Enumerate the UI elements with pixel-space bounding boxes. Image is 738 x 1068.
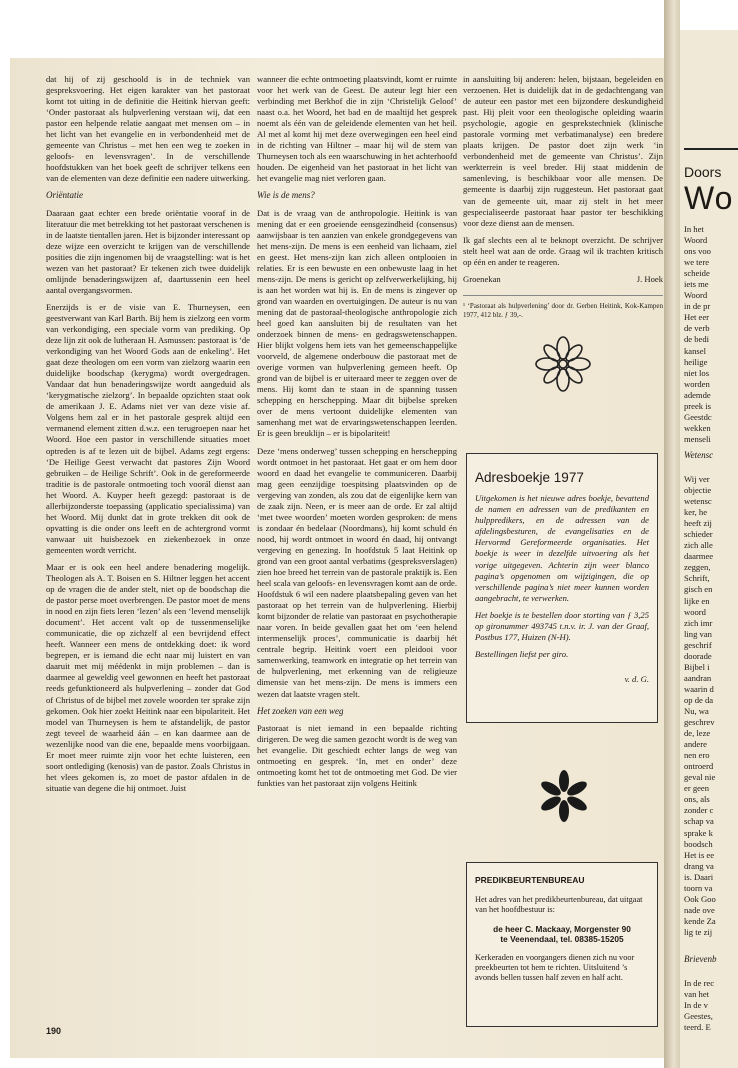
paragraph: in aansluiting bij anderen: helen, bijstaan, begeleiden en verzoenen. Het is duidelijk dat in de gedachtengang van de auteur een pastor met een bijzondere deskundigheid past. Hij pleit voor een theologische opleiding waarin psychologie, agogie en gesprekstechniek (klinische pastorale vorming met verbatimanalyse) een bredere plaats krijgen. De pastor doet zijn werk ‘in verbondenheid met de gemeente van Christus’. Zijn werkterrein is veel breder. Hij staat middenin de samenleving, is beschikbaar voor alle mensen. De gemeente is daarbij zijn ruggesteun. Het pastoraat gaat van de gemeente uit, maar zij stelt in het meer gespecialiseerde pastoraat haar pastor ter beschikking voor deze dienst aan de mensen.: [463, 74, 663, 228]
next-page-line: toorn va: [684, 882, 713, 893]
next-page-line: aandran: [684, 672, 712, 683]
page-number: 190: [46, 1026, 62, 1036]
next-page-line: schap va: [684, 816, 714, 827]
next-page-line: zeggen,: [684, 562, 711, 573]
next-page-line: we tere: [684, 257, 710, 268]
next-page-text-2: [684, 474, 716, 938]
next-page-line: schieder: [684, 529, 713, 540]
next-page-line: kende Za: [684, 915, 716, 926]
next-page-line: nen ero: [684, 750, 710, 761]
paragraph: wanneer die echte ontmoeting plaatsvindt, komt er ruimte voor het werk van de Geest. De auteur legt hier een verbinding met Berkhof die in zijn ‘Christelijk Geloof’ naast o.a. het Woord, het bad en de maaltijd het gesprek noemt als één van de geleidende elementen van het heil. Al met al komt hij met deze overwegingen een heel eind in de richting van Hiltner – maar hij wil de stem van Thurneysen toch als een waarschuwing in het achterhoofd houden. De eigenheid van het pastoraat in het licht van het evangelie mag niet verloren gaan.: [257, 74, 457, 184]
next-page-line: lig te zij: [684, 926, 713, 937]
next-page-line: In de v: [684, 1000, 708, 1011]
next-page-line: In het: [684, 224, 704, 234]
next-page-line: Woord: [684, 290, 708, 301]
next-page-line: geschrev: [684, 717, 715, 728]
next-page-line: heeft zij: [684, 518, 712, 529]
next-page-line: zich imr: [684, 617, 713, 628]
ornament-star-icon: [536, 768, 592, 829]
next-page-line: Woord: [684, 235, 708, 246]
next-page-line: wetensc: [684, 496, 712, 507]
next-page-line: geschrif: [684, 639, 712, 650]
next-page-heading-1: Wetensc: [684, 450, 714, 460]
paragraph: dat hij of zij geschoold is in de techniek van gespreksvoering. Het eigen karakter van het pastoraat komt tot uiting in de definitie die Heitink hiervan geeft: ‘Onder pastoraat als hulpverlening verstaan wij, dat een pastor een helpende relatie aangaat met mensen om – in het licht van het evangelie en in verbondenheid met de gemeente van Christus – met hen een weg te zoeken in geloofs- en levensvragen’. In de verschillende hoofdstukken van het boek geeft de schrijver telkens een van de elementen van deze definitie een nadere uitwerking.: [46, 74, 251, 184]
box-paragraph: Uitgekomen is het nieuwe adres boekje, bevattend de namen en adressen van de predikanten en hulppredikers, en de adressen van de afdelingsbesturen, de evangelisaties en de Hervormd Gereformeerde organisaties. Het boekje is weer in dezelfde uitvoering als het vorige uitgegeven. Achterin zijn weer blanco pagina’s opgenomen om wijzigingen, die op verschillende pagina’s niet meer kunnen worden aangebracht, te verwerken.: [475, 493, 649, 603]
next-page-line: iets me: [684, 279, 709, 290]
next-page-line: ker, he: [684, 507, 708, 518]
next-page-line: zonder c: [684, 805, 714, 816]
address-line-1: de heer C. Mackaay, Morgenster 90: [493, 923, 631, 934]
paragraph: Deze ‘mens onderweg’ tussen schepping en herschepping wordt ontmoet in het pastoraat. Het gaat er om hem door woord en daad het evangelie te communiceren. Daarbij mag geen eenzijdige toespitsing plaatsvinden op de vergeving van zonden, als zou dat de eigenlijke kern van de zaak zijn. Neen, er is meer aan de orde. Er zal altijd ‘met twee woorden’ moeten worden gesproken: de mens is zondaar én bedelaar (Noordmans), hij komt schuld én nood, hij wordt ontmoet in woord én daad, hij ontvangt vergeving en genezing. In hoofdstuk 5 laat Heitink op grond van een groot aantal verbatims (gespreksverslagen) zien hoe breed het terrein van de pastorale praktijk is. Een heel scala van geloofs- en levensvragen komt aan de orde. Hoofdstuk 6 wil een nadere plaatsbepaling geven van het pastoraat op het terrein van de hulpverlening. Hierbij komt bijzonder de relatie van pastoraat en psychotherapie naar voren. In beide gevallen gaat het om ‘een helend intermenselijk proces’, communicatie is daarbij hét centrale begrip. Heitink voert een pleidooi voor samenwerking, teamwork en integratie op het terrein van de hulpverlening, met erkenning van de religieuze dimensie van het mens-zijn. De mens is immers een wezen dat laatste vragen stelt.: [257, 445, 457, 699]
address-line-2: te Veenendaal, tel. 08385-15205: [500, 934, 624, 945]
signature-author: J. Hoek: [636, 273, 663, 284]
next-page-line: teerd. E: [684, 1022, 711, 1033]
next-page-line: objectie: [684, 485, 712, 496]
next-page-line: Bijbel i: [684, 661, 710, 672]
section-heading: Wie is de mens?: [257, 190, 315, 201]
paragraph: Enerzijds is er de visie van E. Thurneysen, een geestverwant van Karl Barth. Bij hem is zielzorg een vorm van verkondiging, een speciale vorm van prediking. Op deze lijn zit ook de lutheraan H. Asmussen: pastoraat is ‘de verkondiging van het Woord Gods aan de enkeling’. Het gaat deze theologen om een vorm van zielzorg waarin een duidelijke boodschap (kerygma) wordt overgedragen. Vandaar dat hun benaderingswijze wordt aangeduid als ‘kerygmatische zielzorg’. In bepaalde opzichten staat ook de amerikaan J. E. Adams niet ver van deze visie af. Volgens hem zal er in het pastorale gesprek altijd een vermanend element zitten d.w.z. een terugroepen naar het Woord. Hoe een pastor in verschillende situaties moet optreden is af te lezen uit de bijbel. Adams zegt ergens: ‘De Heilige Geest verwacht dat pastores Zijn Woord gebruiken – de Heilige Schrift’. Ook in de gereformeerde traditie is de pastorale ontmoeting toch voorál dienst aan het Woord. A. Kuyper heeft gezegd: pastoraat is de allerbijzonderste toepassing (applicatio specialissima) van het Woord. Mij dunkt dat in grote trekken dit ook de opvatting is die onder ons leeft en de achtergrond vormt vanwaar uit huisbezoek en ziekenbezoek in onze gemeenten wordt verricht.: [46, 301, 250, 555]
next-page-line: sprake k: [684, 827, 713, 838]
next-page-line: ontroerd: [684, 761, 714, 772]
next-page-line: menseli: [684, 433, 711, 444]
next-page-line: van het: [684, 989, 710, 1000]
next-page-line: niet los: [684, 367, 710, 378]
paragraph: Pastoraat is niet iemand in een bepaalde richting dirigeren. De weg die samen gezocht wordt is de weg van het evangelie. Dit geschiedt echter langs de weg van ontmoeting en gesprek. ‘In, met en onder’ deze ontmoeting komt het tot de ontmoeting met God. De vier funkties van het pastoraat zijn volgens Heitink: [257, 722, 457, 788]
next-page-line: woord: [684, 606, 706, 617]
column-2: [257, 74, 457, 795]
next-page-line: wekken: [684, 422, 711, 433]
next-page-line: ademde: [684, 389, 711, 400]
next-page-line: ons, als: [684, 794, 710, 805]
section-heading: Oriëntatie: [46, 190, 83, 201]
next-page-line: kansel: [684, 345, 706, 356]
next-page-line: Geestes,: [684, 1011, 713, 1022]
next-page-kicker: Doors: [684, 164, 722, 180]
next-page-line: ons voo: [684, 246, 711, 257]
next-page-line: ling van: [684, 628, 712, 639]
next-page-line: de verb: [684, 323, 710, 334]
box-paragraph: Het boekje is te bestellen door storting van ƒ 3,25 op gironummer 493745 t.n.v. ir. J. van der Graaf, Postbus 177, Huizen (N-H).: [475, 609, 649, 643]
next-page-line: Geestdc: [684, 411, 712, 422]
next-page-line: er geen: [684, 783, 710, 794]
next-page-line: nade ove: [684, 904, 715, 915]
next-page-line: doorade: [684, 650, 712, 661]
next-page-line: de bedi: [684, 334, 710, 345]
next-page-line: op de da: [684, 694, 714, 705]
ornament-flower-icon: [463, 334, 663, 394]
section-heading: Het zoeken van een weg: [257, 705, 344, 716]
next-page-line: lijke en: [684, 595, 710, 606]
next-page-heading-2: Brievenb: [684, 954, 717, 964]
next-page-line: daarmee: [684, 551, 714, 562]
next-page-line: scheide: [684, 268, 710, 279]
next-page-line: geval nie: [684, 772, 716, 783]
next-page-line: boodsch: [684, 838, 713, 849]
next-page-line: Wij ver: [684, 474, 710, 484]
predikbeurtenbureau-box: [466, 862, 658, 1027]
next-page-text-1: [684, 224, 712, 445]
box-title: PREDIKBEURTENBUREAU: [475, 875, 585, 885]
next-page-line: Ook Goo: [684, 893, 716, 904]
column-1: [46, 74, 250, 800]
book-spine: [664, 0, 680, 1068]
box-title: Adresboekje 1977: [475, 470, 584, 485]
next-page-line: is. Daari: [684, 871, 714, 882]
column-3: [463, 74, 663, 408]
signature: [463, 274, 663, 285]
box-address: [475, 924, 649, 945]
signature-place: Groenekan: [463, 273, 501, 284]
box-paragraph: Het adres van het predikbeurtenbureau, dat uitgaat van het hoofdbestuur is:: [475, 895, 643, 915]
heading-rule: [684, 148, 738, 150]
paragraph: Maar er is ook een heel andere benadering mogelijk. Theologen als A. T. Boisen en S. Hiltner leggen het accent op de vragen die de ander stelt, niet op de boodschap die de pastor perse moet overbrengen. De pastor moet de mens in nood en zijn fiets leren ‘lezen’ als een ‘levend menselijk document’. Het accent valt op de tussenmenselijke communicatie, die op zichzelf al een bevrijdend effect heeft. Wanneer een mens de ontdekking doet: ik word begrepen, er is iemand die echt naar mij luistert en van daaruit met mij méédenkt in mijn problemen – dan is daarmee al geweldig veel gewonnen en heeft het pastoraat reeds gefunktioneerd als hulpverlening – zonder dat God of Christus of de bijbel met zovele woorden ter sprake zijn gekomen. Ook hier zoekt Heitink naar een bipolariteit. Het model van Thurneysen is hem te afstandelijk, de pastor zegt teveel de waarheid áán – en kan daarmee aan de wezenlijke nood van die ene, bepaalde mens voorbijgaan. Er moet meer ruimte zijn voor het echte luisteren, een soort ontlediging (kenosis) van de pastor. Zoals Christus in het vlees gekomen is, zo moet de pastor afdalen in de situatie van degene die hij ontmoet. Juist: [46, 561, 250, 793]
next-page-line: Het is ee: [684, 849, 715, 860]
page-right: [680, 30, 738, 1068]
next-page-line: andere: [684, 739, 707, 750]
next-page-line: Het eer: [684, 312, 710, 323]
next-page-line: de, leze: [684, 728, 711, 739]
next-page-line: waarin d: [684, 683, 714, 694]
box-paragraph: Kerkeraden en voorgangers dienen zich nu voor preekbeurten tot hem te richten. Uitsluitend ’s avonds bellen tussen half zeven en half acht.: [475, 952, 635, 983]
next-page-title: Wo: [684, 180, 734, 216]
next-page-line: worden: [684, 378, 710, 389]
next-page-line: in de pr: [684, 301, 711, 312]
paragraph: Ik gaf slechts een al te beknopt overzicht. De schrijver stelt heel wat aan de orde. Graag wil ik trachten kritisch op één en ander te reageren.: [463, 234, 663, 267]
next-page-text-3: [684, 978, 714, 1033]
footnote: ¹ ‘Pastoraat als hulpverlening’ door dr. Gerben Heitink, Kok-Kampen 1977, 412 blz. ƒ 39,-.: [463, 295, 663, 320]
next-page-line: In de rec: [684, 978, 715, 988]
next-page-line: zich alle: [684, 540, 713, 551]
box-paragraph: Bestellingen liefst per giro.: [475, 649, 569, 660]
next-page-line: preek is: [684, 400, 711, 411]
next-page-line: heilige: [684, 356, 708, 367]
box-initials: v. d. G.: [624, 674, 649, 685]
next-page-line: Schrift,: [684, 573, 710, 584]
paragraph: Daaraan gaat echter een brede oriëntatie vooraf in de literatuur die met betrekking tot het pastoraat verschenen is in de laatste tientallen jaren. Het is bijzonder interessant op deze wijze een overzicht te krijgen van de verschillende posities die zijn ingenomen bij de vraagstelling: wat is het wezen van het pastoraat? Er tekenen zich twee duidelijk omlijnde benaderingswijzen af, daartussenin een heel aantal overgangsvormen.: [46, 207, 250, 295]
next-page-line: drang va: [684, 860, 714, 871]
next-page-line: gisch en: [684, 584, 713, 595]
paragraph: Dat is de vraag van de anthropologie. Heitink is van mening dat er een groeiende eensgezindheid (consensus) aanwijsbaar is ten aanzien van enkele grondgegevens van het mens-zijn. De mens is een eenheid van lichaam, ziel en geest. Het mens-zijn kan zich alleen ontplooien in relaties. Er is een bewuste en een onbewuste laag in het mens-zijn. De mens is gericht op zelfverwerkelijking, hij is aan het worden wat hij is. En de mens is zingever op grond van waarden en overtuigingen. De auteur is nu van mening dat de pastoraal-theologische anthropologie zich heel goed kan aansluiten bij de resultaten van het onderzoek binnen de mens- en gedragswetenschappen. Hier blijkt volgens hem iets van het gemeenschappelijke voorveld, de algemene onderbouw die pastoraat met de overige vormen van hulpverlening gemeen heeft. Op grond van de bijbel is er uiteraard meer te zeggen over de mens. Hij komt dan te staan in de spanning tussen schepping en herschepping. Maar dit bijbelse spreken over de mens vertoont duidelijke elementen van samenhang met wat de ervaringswetenschappen leerden. Er is geen breuklijn – er is bipolariteit!: [257, 207, 457, 439]
next-page-line: Nu, wa: [684, 705, 709, 716]
adresboekje-box: [466, 453, 658, 723]
